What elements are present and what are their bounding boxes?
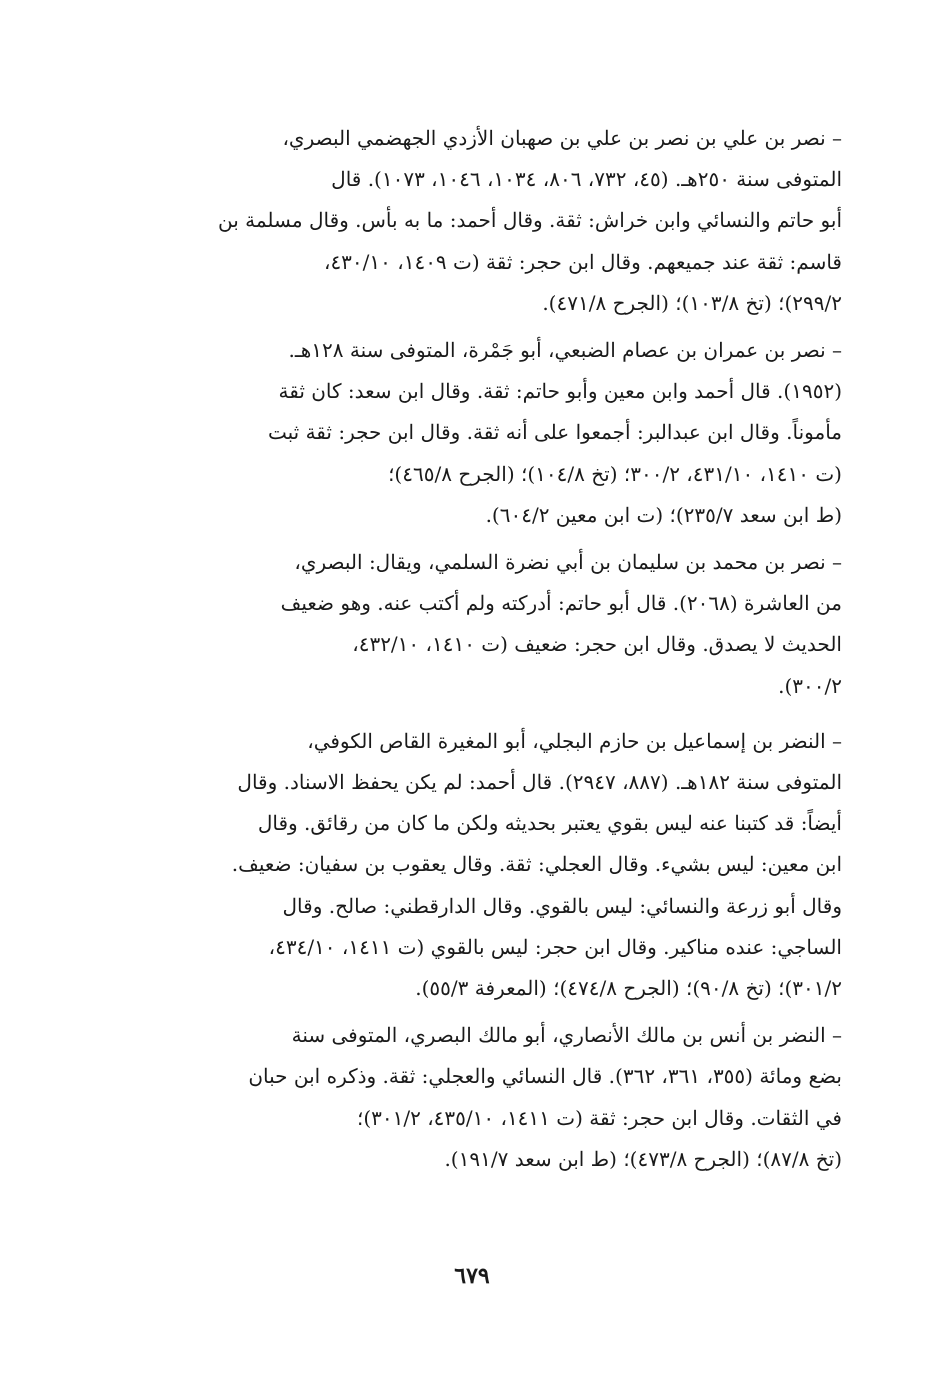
text-line: – النضر بن أنس بن مالك الأنصاري، أبو مالك البصري، المتوفى سنة <box>291 1023 842 1048</box>
page-number: ٦٧٩ <box>454 1263 490 1289</box>
text-line: من العاشرة (٢٠٦٨). قال أبو حاتم: أدركته ولم أكتب عنه. وهو ضعيف <box>280 591 842 616</box>
text-line: الحديث لا يصدق. وقال ابن حجر: ضعيف (ت ١٤١٠، ٤٣٢/١٠، <box>352 632 842 657</box>
text-line: ٢٩٩/٢)؛ (تخ ١٠٣/٨)؛ (الجرح ٤٧١/٨). <box>542 290 842 315</box>
text-line: ٣٠١/٢)؛ (تخ ٩٠/٨)؛ (الجرح ٤٧٤/٨)؛ (المعرفة ٥٥/٣). <box>415 976 842 1001</box>
entry-nasr-ibn-imran <box>126 330 842 536</box>
text-line: (تخ ٨٧/٨)؛ (الجرح ٤٧٣/٨)؛ (ط ابن سعد ١٩١/٧). <box>444 1146 842 1171</box>
text-line: بضع ومائة (٣٥٥، ٣٦١، ٣٦٢). قال النسائي والعجلي: ثقة. وذكره ابن حبان <box>248 1064 842 1089</box>
entry-nadr-ibn-anas <box>126 1015 842 1180</box>
text-line: وقال أبو زرعة والنسائي: ليس بالقوي. وقال الدارقطني: صالح. وقال <box>282 893 842 918</box>
text-line: مأموناً. وقال ابن عبدالبر: أجمعوا على أنه ثقة. وقال ابن حجر: ثقة ثبت <box>267 420 842 445</box>
text-line: – نصر بن محمد بن سليمان بن أبي نضرة السلمي، ويقال: البصري، <box>294 550 842 575</box>
text-line: (ط ابن سعد ٢٣٥/٧)؛ (ت ابن معين ٦٠٤/٢). <box>485 502 842 527</box>
text-line: المتوفى سنة ٢٥٠هـ. (٤٥، ٧٣٢، ٨٠٦، ١٠٣٤، ١٠٤٦، ١٠٧٣). قال <box>331 167 842 192</box>
text-line: ٣٠٠/٢). <box>778 673 842 698</box>
text-line: (١٩٥٢). قال أحمد وابن معين وأبو حاتم: ثقة. وقال ابن سعد: كان ثقة <box>278 379 842 404</box>
text-line: (ت ١٤١٠، ٤٣١/١٠، ٣٠٠/٢؛ (تخ ١٠٤/٨)؛ (الجرح ٤٦٥/٨)؛ <box>388 461 842 486</box>
text-line: قاسم: ثقة عند جميعهم. وقال ابن حجر: ثقة (ت ١٤٠٩، ٤٣٠/١٠، <box>323 249 842 274</box>
text-line: – نصر بن علي بن نصر بن علي بن صهبان الأزدي الجهضمي البصري، <box>282 126 842 150</box>
text-line: أيضاً: قد كتبنا عنه ليس بقوي يعتبر بحديثه ولكن ما كان من رقائق. وقال <box>257 811 842 836</box>
text-line: أبو حاتم والنسائي وابن خراش: ثقة. وقال أحمد: ما به بأس. وقال مسلمة بن <box>217 208 842 233</box>
entry-nasr-ibn-muhammad <box>126 542 842 707</box>
entry-nasr-ibn-ali <box>126 118 842 324</box>
text-line: الساجي: عنده مناكير. وقال ابن حجر: ليس بالقوي (ت ١٤١١، ٤٣٤/١٠، <box>268 934 842 959</box>
text-line: – النضر بن إسماعيل بن حازم البجلي، أبو المغيرة القاص الكوفي، <box>307 728 842 753</box>
narrator-entries <box>126 118 842 1186</box>
text-line: – نصر بن عمران بن عصام الضبعي، أبو جَمْرة، المتوفى سنة ١٢٨هـ. <box>288 338 842 363</box>
entry-nadr-ibn-ismail <box>126 721 842 1009</box>
text-line: في الثقات. وقال ابن حجر: ثقة (ت ١٤١١، ٤٣٥/١٠، ٣٠١/٢)؛ <box>356 1105 842 1130</box>
text-line: المتوفى سنة ١٨٢هـ. (٨٨٧، ٢٩٤٧). قال أحمد: لم يكن يحفظ الاسناد. وقال <box>237 770 842 795</box>
text-line: ابن معين: ليس بشيء. وقال العجلي: ثقة. وقال يعقوب بن سفيان: ضعيف. <box>231 852 842 877</box>
